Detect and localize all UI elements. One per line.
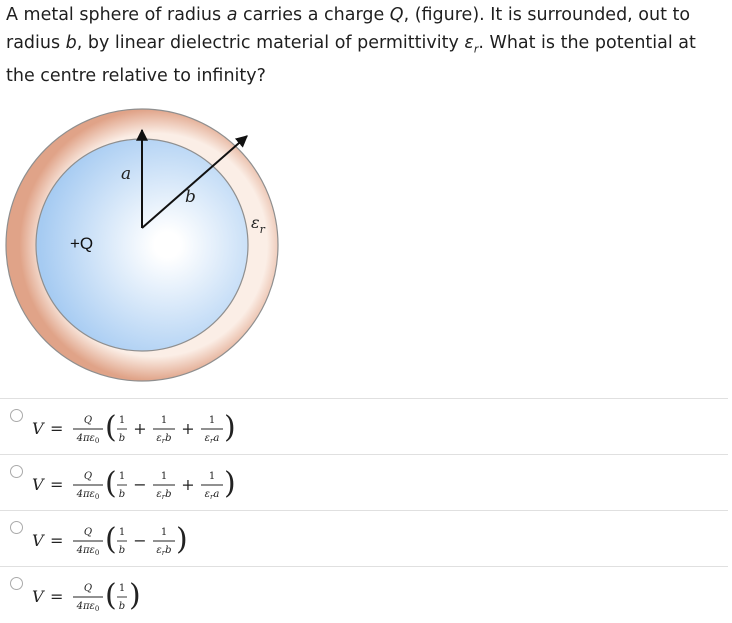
operator-2: +: [181, 475, 195, 494]
radio-button-4[interactable]: [10, 577, 23, 590]
label-b: b: [185, 187, 196, 207]
label-charge: +Q: [70, 234, 94, 253]
right-paren: ): [224, 410, 236, 445]
term1-denominator: b: [118, 601, 126, 612]
formula-lhs: V: [32, 531, 44, 550]
operator-2: +: [181, 419, 195, 438]
label-a: a: [121, 164, 132, 184]
right-paren: ): [176, 522, 188, 557]
formula-option-3: [30, 513, 290, 565]
right-paren: ): [224, 466, 236, 501]
radio-button-1[interactable]: [10, 409, 23, 422]
right-paren: ): [129, 578, 141, 613]
prefactor-numerator: Q: [83, 583, 93, 594]
prefactor-numerator: Q: [83, 471, 93, 482]
left-paren: (: [105, 522, 117, 557]
prefactor-denominator: $4\pi\varepsilon_0$: [76, 601, 100, 613]
operator-1: −: [133, 531, 147, 550]
term3-numerator: 1: [208, 471, 216, 482]
term1-denominator: b: [118, 489, 126, 500]
radio-button-2[interactable]: [10, 465, 23, 478]
equals-sign: =: [50, 531, 64, 550]
formula-lhs: V: [32, 475, 44, 494]
term1-numerator: 1: [118, 471, 126, 482]
prefactor-denominator: $4\pi\varepsilon_0$: [76, 545, 100, 557]
left-paren: (: [105, 410, 117, 445]
term3-numerator: 1: [208, 415, 216, 426]
formula-option-2: [30, 457, 290, 509]
term2-numerator: 1: [160, 415, 168, 426]
equals-sign: =: [50, 587, 64, 606]
term2-numerator: 1: [160, 471, 168, 482]
term2-denominator: $\varepsilon_rb$: [156, 545, 172, 557]
term3-denominator: $\varepsilon_ra$: [204, 489, 220, 501]
left-paren: (: [105, 466, 117, 501]
answer-option-1[interactable]: [0, 398, 728, 455]
equals-sign: =: [50, 419, 64, 438]
prefactor-numerator: Q: [83, 415, 93, 426]
term1-numerator: 1: [118, 527, 126, 538]
term3-denominator: $\varepsilon_ra$: [204, 433, 220, 445]
operator-1: +: [133, 419, 147, 438]
term1-numerator: 1: [118, 583, 126, 594]
answer-option-3[interactable]: [0, 510, 728, 567]
label-epsilon-r: $\varepsilon_r$: [251, 213, 265, 236]
term2-numerator: 1: [160, 527, 168, 538]
formula-option-4: [30, 569, 290, 621]
sphere-figure: [0, 98, 300, 390]
prefactor-denominator: $4\pi\varepsilon_0$: [76, 433, 100, 445]
prefactor-numerator: Q: [83, 527, 93, 538]
radio-button-3[interactable]: [10, 521, 23, 534]
prefactor-denominator: $4\pi\varepsilon_0$: [76, 489, 100, 501]
operator-1: −: [133, 475, 147, 494]
left-paren: (: [105, 578, 117, 613]
formula-lhs: V: [32, 419, 44, 438]
answer-option-2[interactable]: [0, 454, 728, 511]
answer-option-4[interactable]: [0, 566, 728, 623]
term2-denominator: $\varepsilon_rb$: [156, 433, 172, 445]
equals-sign: =: [50, 475, 64, 494]
term1-denominator: b: [118, 433, 126, 444]
question-text: A metal sphere of radius a carries a charge Q, (figure). It is surrounded, out to radius b, by linear dielectric material of permittivity $\varepsilon_r$. What is the potential at the centre relative to infinity?: [6, 5, 696, 86]
term1-denominator: b: [118, 545, 126, 556]
formula-option-1: [30, 401, 290, 453]
term2-denominator: $\varepsilon_rb$: [156, 489, 172, 501]
term1-numerator: 1: [118, 415, 126, 426]
formula-lhs: V: [32, 587, 44, 606]
